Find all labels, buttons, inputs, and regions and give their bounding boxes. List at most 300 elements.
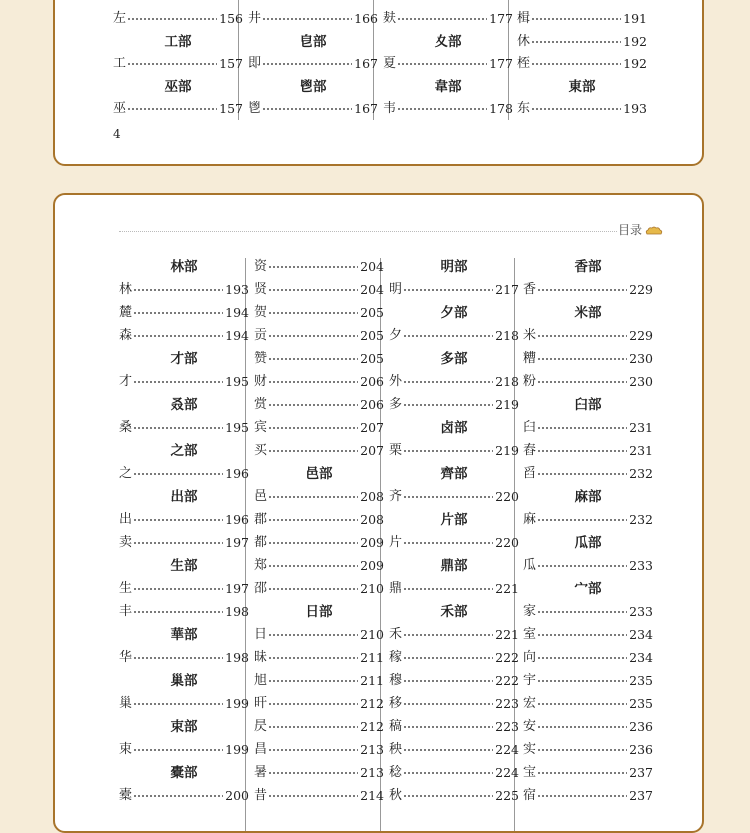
toc-entry[interactable] — [523, 348, 653, 370]
entry-character: 左 — [113, 11, 127, 26]
toc-entry[interactable] — [383, 98, 513, 120]
entry-character: 舀 — [523, 466, 537, 481]
radical-heading: 鼎部 — [440, 558, 468, 574]
entry-character: 安 — [523, 719, 537, 734]
entry-character: 糟 — [523, 351, 537, 366]
entry-page-number: 208 — [360, 512, 384, 527]
radical-heading: 巫部 — [164, 78, 192, 95]
dot-leader — [268, 402, 358, 408]
entry-page-number: 219 — [495, 397, 519, 412]
entry-page-number: 192 — [623, 56, 647, 71]
dot-leader — [133, 701, 223, 707]
toc-entry[interactable] — [254, 394, 384, 416]
dot-leader — [268, 310, 358, 316]
toc-entry[interactable] — [119, 417, 249, 439]
entry-page-number: 178 — [489, 101, 513, 116]
toc-entry[interactable] — [113, 98, 243, 120]
radical-heading: 齊部 — [440, 466, 468, 482]
radical-heading: 東部 — [568, 78, 596, 95]
dot-leader — [403, 770, 493, 776]
radical-heading: 禾部 — [440, 604, 468, 620]
entry-page-number: 223 — [495, 719, 519, 734]
dot-leader — [537, 563, 627, 569]
entry-character: 橐 — [119, 788, 133, 803]
entry-page-number: 157 — [219, 56, 243, 71]
toc-entry[interactable] — [523, 716, 653, 738]
toc-entry[interactable] — [119, 647, 249, 669]
entry-character: 臼 — [523, 420, 537, 435]
entry-page-number: 177 — [489, 56, 513, 71]
dot-leader — [403, 540, 493, 546]
radical-heading: 皀部 — [299, 33, 327, 50]
toc-entry[interactable] — [389, 624, 519, 646]
entry-page-number: 233 — [629, 604, 653, 619]
toc-entry[interactable] — [523, 624, 653, 646]
entry-page-number: 234 — [629, 650, 653, 665]
entry-character: 粉 — [523, 374, 537, 389]
entry-page-number: 232 — [629, 512, 653, 527]
dot-leader — [268, 632, 358, 638]
dot-leader — [268, 701, 358, 707]
entry-character: 森 — [119, 328, 133, 343]
entry-page-number: 198 — [225, 650, 249, 665]
entry-page-number: 211 — [360, 673, 384, 688]
dot-leader — [537, 517, 627, 523]
toc-entry[interactable] — [389, 785, 519, 807]
entry-page-number: 191 — [623, 11, 647, 26]
entry-character: 瓜 — [523, 558, 537, 573]
entry-page-number: 206 — [360, 397, 384, 412]
toc-entry[interactable] — [254, 624, 384, 646]
toc-entry[interactable] — [254, 785, 384, 807]
entry-page-number: 210 — [360, 581, 384, 596]
toc-entry[interactable] — [517, 53, 647, 75]
toc-entry[interactable] — [119, 578, 249, 600]
toc-entry[interactable] — [523, 279, 653, 301]
toc-entry[interactable] — [254, 532, 384, 554]
radical-heading: 束部 — [170, 719, 198, 735]
toc-entry[interactable] — [248, 8, 378, 30]
dot-leader — [403, 678, 493, 684]
page-number: 4 — [113, 127, 121, 141]
toc-entry[interactable] — [383, 8, 513, 30]
dot-leader — [537, 333, 627, 339]
entry-character: 明 — [389, 282, 403, 297]
toc-entry[interactable] — [119, 302, 249, 324]
entry-character: 鼎 — [389, 581, 403, 596]
entry-page-number: 205 — [360, 305, 384, 320]
toc-entry[interactable] — [119, 463, 249, 485]
dot-leader — [133, 747, 223, 753]
dot-leader — [262, 106, 352, 112]
entry-character: 桎 — [517, 56, 531, 71]
entry-character: 井 — [248, 11, 262, 26]
toc-entry[interactable] — [523, 762, 653, 784]
entry-page-number: 210 — [360, 627, 384, 642]
dot-leader — [397, 106, 487, 112]
dot-leader — [133, 655, 223, 661]
radical-heading: 臼部 — [574, 397, 602, 413]
toc-entry[interactable] — [248, 98, 378, 120]
entry-page-number: 157 — [219, 101, 243, 116]
toc-entry[interactable] — [254, 302, 384, 324]
toc-entry[interactable] — [383, 53, 513, 75]
toc-entry[interactable] — [254, 279, 384, 301]
toc-entry[interactable] — [254, 371, 384, 393]
toc-entry[interactable] — [254, 739, 384, 761]
toc-entry[interactable] — [523, 785, 653, 807]
entry-page-number: 193 — [623, 101, 647, 116]
dot-leader — [133, 425, 223, 431]
radical-heading: 華部 — [170, 627, 198, 643]
toc-entry[interactable] — [389, 716, 519, 738]
toc-entry[interactable] — [517, 8, 647, 30]
entry-character: 齐 — [389, 489, 403, 504]
toc-columns-top — [55, 0, 702, 164]
entry-character: 邵 — [254, 581, 268, 596]
toc-entry[interactable] — [523, 417, 653, 439]
dot-leader — [537, 632, 627, 638]
toc-entry[interactable] — [523, 325, 653, 347]
toc-entry[interactable] — [254, 486, 384, 508]
entry-character: 香 — [523, 282, 537, 297]
entry-character: 昧 — [254, 650, 268, 665]
entry-character: 稔 — [389, 765, 403, 780]
entry-character: 林 — [119, 282, 133, 297]
entry-character: 资 — [254, 259, 268, 274]
entry-page-number: 231 — [629, 420, 653, 435]
toc-entry[interactable] — [254, 670, 384, 692]
entry-page-number: 209 — [360, 558, 384, 573]
toc-entry[interactable] — [517, 31, 647, 53]
toc-entry[interactable] — [254, 578, 384, 600]
dot-leader — [133, 517, 223, 523]
toc-entry[interactable] — [523, 739, 653, 761]
dot-leader — [268, 793, 358, 799]
entry-page-number: 194 — [225, 328, 249, 343]
entry-character: 昃 — [254, 719, 268, 734]
entry-page-number: 218 — [495, 374, 519, 389]
dot-leader — [268, 517, 358, 523]
entry-character: 移 — [389, 696, 403, 711]
dot-leader — [268, 747, 358, 753]
toc-entry[interactable] — [389, 670, 519, 692]
entry-page-number: 198 — [225, 604, 249, 619]
toc-entry[interactable] — [523, 693, 653, 715]
entry-character: 财 — [254, 374, 268, 389]
toc-entry[interactable] — [523, 601, 653, 623]
entry-character: 多 — [389, 397, 403, 412]
entry-page-number: 234 — [629, 627, 653, 642]
toc-entry[interactable] — [389, 325, 519, 347]
entry-character: 邑 — [254, 489, 268, 504]
entry-page-number: 213 — [360, 765, 384, 780]
toc-entry[interactable] — [389, 532, 519, 554]
toc-entry[interactable] — [523, 509, 653, 531]
entry-page-number: 199 — [225, 742, 249, 757]
entry-page-number: 195 — [225, 420, 249, 435]
entry-page-number: 237 — [629, 765, 653, 780]
entry-page-number: 197 — [225, 535, 249, 550]
entry-character: 日 — [254, 627, 268, 642]
toc-entry[interactable] — [254, 417, 384, 439]
entry-character: 向 — [523, 650, 537, 665]
radical-heading: 韋部 — [434, 78, 462, 95]
radical-heading: 邑部 — [305, 466, 333, 482]
entry-page-number: 197 — [225, 581, 249, 596]
entry-character: 米 — [523, 328, 537, 343]
toc-entry[interactable] — [254, 256, 384, 278]
dot-leader — [403, 333, 493, 339]
toc-entry[interactable] — [119, 601, 249, 623]
dot-leader — [268, 563, 358, 569]
toc-entry[interactable] — [119, 509, 249, 531]
entry-character: 旰 — [254, 696, 268, 711]
entry-character: 宏 — [523, 696, 537, 711]
toc-entry[interactable] — [119, 279, 249, 301]
entry-character: 宝 — [523, 765, 537, 780]
entry-character: 韦 — [383, 101, 397, 116]
entry-character: 稿 — [389, 719, 403, 734]
dot-leader — [268, 264, 358, 270]
dot-leader — [268, 448, 358, 454]
radical-heading: 橐部 — [170, 765, 198, 781]
entry-character: 巫 — [113, 101, 127, 116]
entry-character: 实 — [523, 742, 537, 757]
dot-leader — [133, 586, 223, 592]
entry-character: 鬯 — [248, 101, 262, 116]
dot-leader — [537, 471, 627, 477]
radical-heading: 明部 — [440, 259, 468, 275]
entry-page-number: 232 — [629, 466, 653, 481]
dot-leader — [403, 379, 493, 385]
entry-page-number: 231 — [629, 443, 653, 458]
entry-character: 郑 — [254, 558, 268, 573]
dot-leader — [397, 16, 487, 22]
dot-leader — [133, 793, 223, 799]
entry-character: 昔 — [254, 788, 268, 803]
radical-heading: 卤部 — [440, 420, 468, 436]
entry-character: 秧 — [389, 742, 403, 757]
entry-character: 郡 — [254, 512, 268, 527]
entry-character: 室 — [523, 627, 537, 642]
toc-entry[interactable] — [254, 762, 384, 784]
entry-character: 贺 — [254, 305, 268, 320]
entry-character: 华 — [119, 650, 133, 665]
entry-page-number: 207 — [360, 420, 384, 435]
entry-character: 栗 — [389, 443, 403, 458]
toc-entry[interactable] — [113, 53, 243, 75]
radical-heading: 之部 — [170, 443, 198, 459]
entry-character: 贤 — [254, 282, 268, 297]
dot-leader — [537, 701, 627, 707]
entry-character: 赏 — [254, 397, 268, 412]
dot-leader — [537, 609, 627, 615]
entry-character: 贡 — [254, 328, 268, 343]
dot-leader — [268, 333, 358, 339]
entry-page-number: 177 — [489, 11, 513, 26]
entry-page-number: 217 — [495, 282, 519, 297]
entry-page-number: 224 — [495, 765, 519, 780]
entry-character: 家 — [523, 604, 537, 619]
toc-entry[interactable] — [523, 555, 653, 577]
toc-entry[interactable] — [389, 647, 519, 669]
toc-entry[interactable] — [389, 762, 519, 784]
entry-page-number: 205 — [360, 351, 384, 366]
entry-page-number: 209 — [360, 535, 384, 550]
dot-leader — [403, 402, 493, 408]
entry-character: 麻 — [523, 512, 537, 527]
entry-page-number: 229 — [629, 328, 653, 343]
toc-entry[interactable] — [389, 739, 519, 761]
toc-entry[interactable] — [389, 394, 519, 416]
toc-entry[interactable] — [119, 739, 249, 761]
entry-character: 暑 — [254, 765, 268, 780]
entry-page-number: 212 — [360, 696, 384, 711]
dot-leader — [403, 494, 493, 500]
entry-page-number: 213 — [360, 742, 384, 757]
radical-heading: 鬯部 — [299, 78, 327, 95]
toc-entry[interactable] — [389, 486, 519, 508]
entry-character: 夕 — [389, 328, 403, 343]
entry-character: 秋 — [389, 788, 403, 803]
toc-entry[interactable] — [254, 348, 384, 370]
entry-character: 才 — [119, 374, 133, 389]
entry-page-number: 237 — [629, 788, 653, 803]
toc-entry[interactable] — [389, 279, 519, 301]
dot-leader — [537, 287, 627, 293]
radical-heading: 夊部 — [434, 33, 462, 50]
radical-heading: 出部 — [170, 489, 198, 505]
dot-leader — [262, 61, 352, 67]
toc-entry[interactable] — [517, 98, 647, 120]
radical-heading: 日部 — [305, 604, 333, 620]
radical-heading: 香部 — [574, 259, 602, 275]
radical-heading: 多部 — [440, 351, 468, 367]
entry-page-number: 166 — [354, 11, 378, 26]
entry-page-number: 200 — [225, 788, 249, 803]
entry-page-number: 224 — [495, 742, 519, 757]
dot-leader — [531, 106, 621, 112]
toc-entry[interactable] — [254, 325, 384, 347]
dot-leader — [268, 586, 358, 592]
entry-page-number: 221 — [495, 627, 519, 642]
entry-page-number: 208 — [360, 489, 384, 504]
toc-entry[interactable] — [523, 670, 653, 692]
entry-page-number: 229 — [629, 282, 653, 297]
radical-heading: 叒部 — [170, 397, 198, 413]
entry-page-number: 235 — [629, 673, 653, 688]
toc-entry[interactable] — [523, 371, 653, 393]
toc-entry[interactable] — [389, 693, 519, 715]
toc-entry[interactable] — [119, 532, 249, 554]
toc-entry[interactable] — [254, 555, 384, 577]
toc-entry[interactable] — [254, 693, 384, 715]
entry-character: 麓 — [119, 305, 133, 320]
entry-character: 生 — [119, 581, 133, 596]
toc-entry[interactable] — [389, 440, 519, 462]
entry-page-number: 196 — [225, 466, 249, 481]
entry-character: 东 — [517, 101, 531, 116]
dot-leader — [133, 609, 223, 615]
toc-entry[interactable] — [254, 716, 384, 738]
entry-page-number: 230 — [629, 351, 653, 366]
dot-leader — [262, 16, 352, 22]
entry-character: 赞 — [254, 351, 268, 366]
radical-heading: 瓜部 — [574, 535, 602, 551]
entry-character: 宇 — [523, 673, 537, 688]
toc-entry[interactable] — [254, 440, 384, 462]
toc-entry[interactable] — [254, 647, 384, 669]
toc-entry[interactable] — [389, 578, 519, 600]
dot-leader — [127, 61, 217, 67]
entry-page-number: 205 — [360, 328, 384, 343]
dot-leader — [268, 678, 358, 684]
entry-page-number: 230 — [629, 374, 653, 389]
toc-entry[interactable] — [248, 53, 378, 75]
dot-leader — [127, 106, 217, 112]
entry-character: 禾 — [389, 627, 403, 642]
radical-heading: 米部 — [574, 305, 602, 321]
dot-leader — [403, 747, 493, 753]
radical-heading: 林部 — [170, 259, 198, 275]
toc-columns-bottom — [55, 195, 702, 831]
toc-entry[interactable] — [389, 371, 519, 393]
toc-entry[interactable] — [119, 325, 249, 347]
dot-leader — [537, 448, 627, 454]
entry-page-number: 225 — [495, 788, 519, 803]
entry-character: 稼 — [389, 650, 403, 665]
entry-page-number: 236 — [629, 742, 653, 757]
dot-leader — [537, 747, 627, 753]
entry-character: 桑 — [119, 420, 133, 435]
entry-character: 外 — [389, 374, 403, 389]
toc-entry[interactable] — [119, 693, 249, 715]
dot-leader — [268, 770, 358, 776]
dot-leader — [133, 379, 223, 385]
dot-leader — [537, 379, 627, 385]
dot-leader — [268, 724, 358, 730]
radical-heading: 才部 — [170, 351, 198, 367]
dot-leader — [403, 287, 493, 293]
dot-leader — [268, 356, 358, 362]
entry-character: 夏 — [383, 56, 397, 71]
toc-entry[interactable] — [119, 785, 249, 807]
toc-entry[interactable] — [523, 440, 653, 462]
entry-page-number: 195 — [225, 374, 249, 389]
entry-page-number: 233 — [629, 558, 653, 573]
toc-entry[interactable] — [254, 509, 384, 531]
entry-page-number: 167 — [354, 101, 378, 116]
toc-entry[interactable] — [523, 463, 653, 485]
entry-page-number: 235 — [629, 696, 653, 711]
toc-entry[interactable] — [113, 8, 243, 30]
toc-entry[interactable] — [119, 371, 249, 393]
entry-character: 即 — [248, 56, 262, 71]
toc-page-top — [53, 0, 704, 166]
toc-entry[interactable] — [523, 647, 653, 669]
entry-page-number: 167 — [354, 56, 378, 71]
dot-leader — [537, 724, 627, 730]
radical-heading: 工部 — [164, 33, 192, 50]
dot-leader — [403, 448, 493, 454]
entry-page-number: 211 — [360, 650, 384, 665]
dot-leader — [133, 471, 223, 477]
toc-page-bottom — [53, 193, 704, 833]
entry-character: 卖 — [119, 535, 133, 550]
dot-leader — [537, 770, 627, 776]
dot-leader — [403, 632, 493, 638]
